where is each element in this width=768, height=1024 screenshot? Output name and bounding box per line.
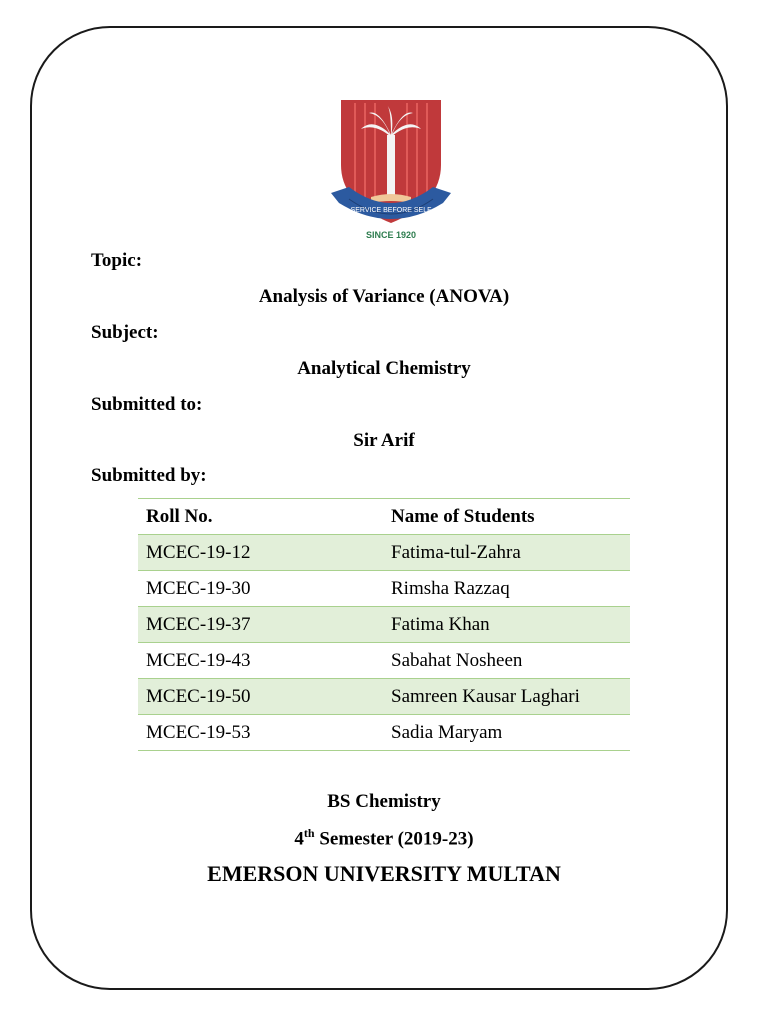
semester-line [0, 826, 768, 850]
submitted-to-label: Submitted to: [91, 394, 203, 415]
roll-no-cell: MCEC-19-50 [138, 679, 383, 715]
roll-no-cell: MCEC-19-53 [138, 715, 383, 751]
table-row [138, 679, 630, 715]
crest-since: SINCE 1920 [365, 230, 417, 240]
column-header-roll-no: Roll No. [138, 499, 383, 535]
roll-no-cell: MCEC-19-12 [138, 535, 383, 571]
student-name-cell: Rimsha Razzaq [383, 571, 630, 607]
table-row [138, 643, 630, 679]
topic-value: Analysis of Variance (ANOVA) [258, 286, 510, 307]
semester-text: Semester (2019-23) [314, 828, 474, 850]
roll-no-cell: MCEC-19-30 [138, 571, 383, 607]
table-header-row [138, 499, 630, 535]
column-header-name: Name of Students [383, 499, 630, 535]
roll-no-cell: MCEC-19-37 [138, 607, 383, 643]
university-crest-logo [325, 95, 457, 245]
student-name-cell: Fatima-tul-Zahra [383, 535, 630, 571]
table-row [138, 607, 630, 643]
semester-number: 4 [294, 828, 304, 850]
roll-no-cell: MCEC-19-43 [138, 643, 383, 679]
student-name-cell: Fatima Khan [383, 607, 630, 643]
crest-motto: SERVICE BEFORE SELF [350, 207, 432, 214]
semester-suffix: th [303, 826, 315, 840]
university-name: EMERSON UNIVERSITY MULTAN [207, 861, 561, 886]
student-name-cell: Samreen Kausar Laghari [383, 679, 630, 715]
table-row [138, 715, 630, 751]
topic-label: Topic: [91, 250, 143, 271]
program-name: BS Chemistry [327, 791, 441, 812]
subject-label: Subject: [91, 322, 159, 343]
submitted-to-value: Sir Arif [353, 430, 415, 451]
student-name-cell: Sabahat Nosheen [383, 643, 630, 679]
students-table [138, 498, 630, 751]
submitted-by-label: Submitted by: [91, 465, 207, 486]
student-name-cell: Sadia Maryam [383, 715, 630, 751]
table-row [138, 535, 630, 571]
table-row [138, 571, 630, 607]
subject-value: Analytical Chemistry [297, 358, 471, 379]
